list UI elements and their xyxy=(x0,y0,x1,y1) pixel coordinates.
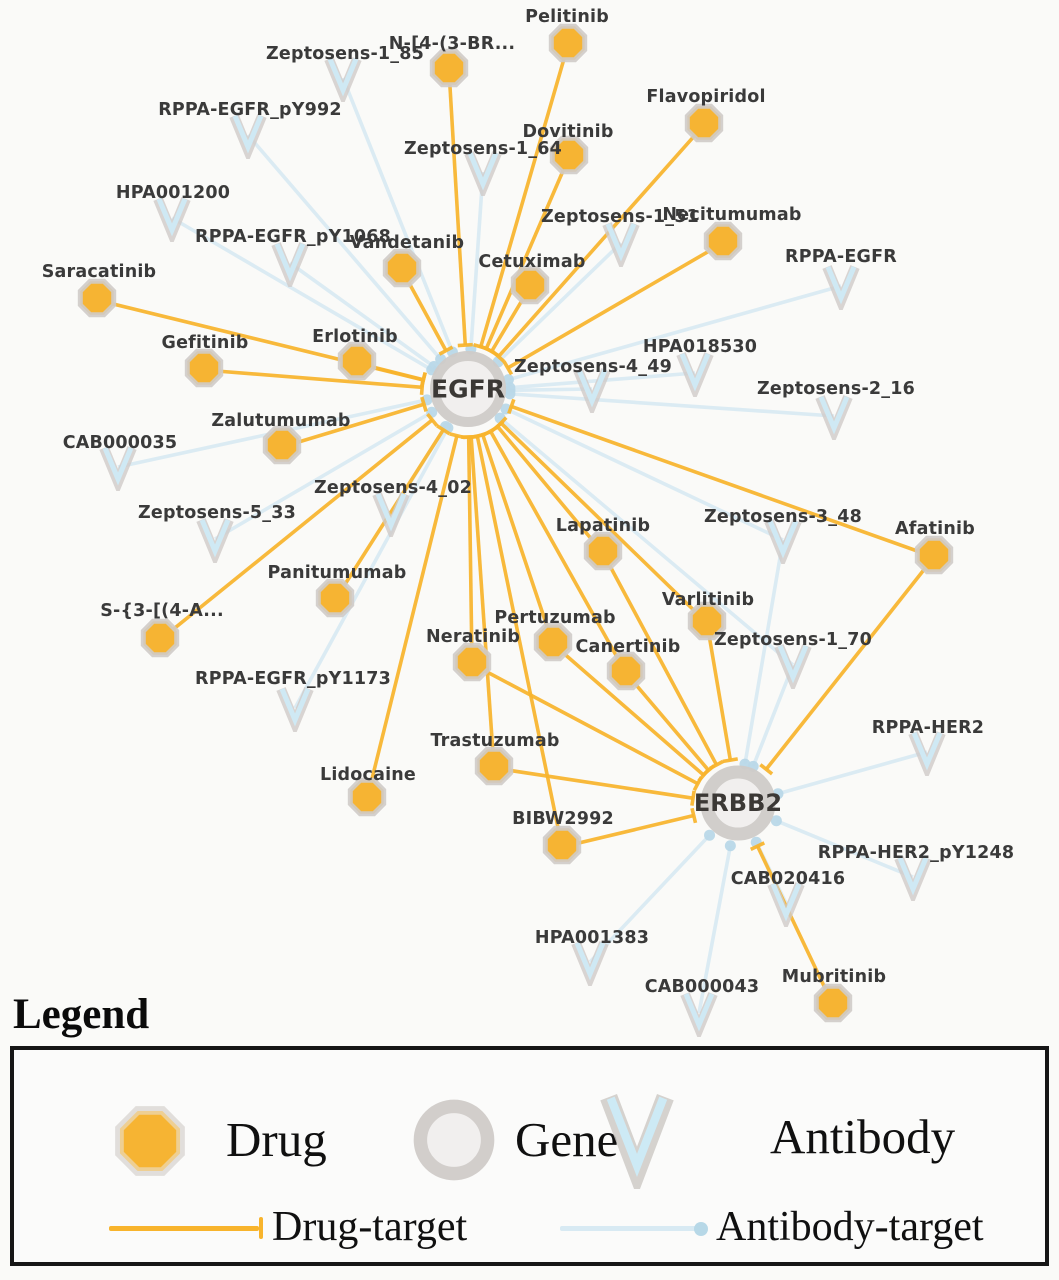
drug-legend-label: Drug xyxy=(226,1112,327,1168)
drug-node-trastuzumab[interactable] xyxy=(471,743,517,793)
drug-node-zalutumumab[interactable] xyxy=(259,422,305,472)
drug-label-canertinib: Canertinib xyxy=(575,637,681,657)
antibody-chevron-inner xyxy=(828,267,854,298)
antibody-label-zeptosens-4-49: Zeptosens-4_49 xyxy=(514,357,672,377)
antibody-target-legend-label: Antibody-target xyxy=(716,1204,984,1251)
antibody-chevron-inner xyxy=(277,244,303,275)
antibody-label-rppa-egfr-py992: RPPA-EGFR_pY992 xyxy=(158,100,342,120)
antibody-node-rppa-her2[interactable] xyxy=(905,724,949,780)
antibody-node-hpa001383[interactable] xyxy=(568,934,612,990)
antibody-node-cab000035[interactable] xyxy=(96,439,140,495)
antibody-label-rppa-her2-py1248: RPPA-HER2_pY1248 xyxy=(817,843,1015,863)
antibody-chevron-inner xyxy=(608,224,634,255)
antibody-node-zeptosens-2-16[interactable] xyxy=(812,388,856,444)
drug-node-vandetanib[interactable] xyxy=(379,245,425,295)
drug-octagon-icon xyxy=(706,224,739,257)
antibody-node-rppa-her2-py1248[interactable] xyxy=(891,849,935,905)
antibody-node-zeptosens-1-64[interactable] xyxy=(461,144,505,200)
antibody-chevron-inner xyxy=(202,520,228,551)
drug-octagon-icon xyxy=(385,251,418,284)
antibody-label-cab000043: CAB000043 xyxy=(644,977,760,997)
drug-octagon-icon xyxy=(917,538,950,571)
drug-octagon-icon xyxy=(477,749,510,782)
antibody-target-legend-line xyxy=(560,1226,700,1231)
antibody-chevron-inner xyxy=(821,397,847,428)
drug-octagon-icon xyxy=(816,986,849,1019)
antibody-label-rppa-egfr-py1068: RPPA-EGFR_pY1068 xyxy=(195,227,391,247)
gene-label-egfr: EGFR xyxy=(431,374,505,404)
drug-node-panitumumab[interactable] xyxy=(312,575,358,625)
drug-node-canertinib[interactable] xyxy=(603,648,649,698)
drug-target-legend-tee xyxy=(259,1217,263,1239)
drug-node-saracatinib[interactable] xyxy=(74,275,120,325)
antibody-target-edge xyxy=(510,394,834,416)
antibody-label-hpa001383: HPA001383 xyxy=(534,928,650,948)
drug-target-edge xyxy=(501,423,707,623)
drug-label-lidocaine: Lidocaine xyxy=(319,765,417,785)
drug-label-lapatinib: Lapatinib xyxy=(555,516,651,536)
antibody-chevron-inner xyxy=(900,858,926,889)
drug-octagon-icon xyxy=(455,645,488,678)
antibody-chevron-inner xyxy=(579,370,605,401)
antibody-chevron-inner xyxy=(470,153,496,184)
drug-target-edge xyxy=(483,435,553,644)
gene-legend-label: Gene xyxy=(515,1112,619,1168)
drug-octagon-icon xyxy=(552,138,585,171)
drug-label-zalutumumab: Zalutumumab xyxy=(211,411,351,431)
antibody-node-rppa-egfr-py1068[interactable] xyxy=(268,235,312,291)
drug-label-neratinib: Neratinib xyxy=(425,627,521,647)
gene-node-egfr[interactable] xyxy=(421,342,515,440)
drug-octagon-icon xyxy=(545,828,578,861)
drug-label-bibw2992: BIBW2992 xyxy=(512,809,614,829)
drug-octagon-icon xyxy=(432,51,465,84)
antibody-label-cab000035: CAB000035 xyxy=(62,433,178,453)
drug-node-neratinib[interactable] xyxy=(449,639,495,689)
drug-node-mubritinib[interactable] xyxy=(810,980,856,1030)
antibody-label-rppa-egfr-py1173: RPPA-EGFR_pY1173 xyxy=(195,669,391,689)
drug-octagon-icon xyxy=(187,351,220,384)
antibody-label-zeptosens-5-33: Zeptosens-5_33 xyxy=(138,503,296,523)
antibody-label-zeptosens-1-64: Zeptosens-1_64 xyxy=(404,139,562,159)
drug-octagon-icon xyxy=(513,268,546,301)
drug-label-s-3-4-a: S-{3-[(4-A... xyxy=(100,601,224,621)
antibody-label-rppa-her2: RPPA-HER2 xyxy=(871,718,985,738)
drug-label-cetuximab: Cetuximab xyxy=(478,252,586,272)
drug-label-gefitinib: Gefitinib xyxy=(161,333,249,353)
antibody-chevron-inner xyxy=(378,494,404,525)
antibody-target-edge xyxy=(506,409,783,540)
drug-label-dovitinib: Dovitinib xyxy=(522,122,614,142)
gene-legend-icon xyxy=(406,1092,502,1188)
antibody-label-zeptosens-1-70: Zeptosens-1_70 xyxy=(714,630,872,650)
antibody-node-cab020416[interactable] xyxy=(764,875,808,931)
antibody-node-zeptosens-3-48[interactable] xyxy=(761,512,805,568)
drug-node-flavopiridol[interactable] xyxy=(681,100,727,150)
drug-label-vandetanib: Vandetanib xyxy=(349,233,465,253)
antibody-chevron-inner xyxy=(780,646,806,677)
legend-box xyxy=(10,1046,1049,1266)
drug-label-flavopiridol: Flavopiridol xyxy=(646,87,766,107)
antibody-label-zeptosens-1-51: Zeptosens-1_51 xyxy=(541,207,699,227)
drug-label-pertuzumab: Pertuzumab xyxy=(494,608,616,628)
antibody-label-cab020416: CAB020416 xyxy=(730,869,846,889)
antibody-label-zeptosens-1-85: Zeptosens-1_85 xyxy=(266,44,424,64)
antibody-label-hpa001200: HPA001200 xyxy=(115,183,231,203)
drug-node-cetuximab[interactable] xyxy=(507,262,553,312)
drug-octagon-icon xyxy=(609,654,642,687)
drug-node-pertuzumab[interactable] xyxy=(530,619,576,669)
antibody-chevron-inner xyxy=(770,521,796,552)
drug-target-edge xyxy=(449,70,465,345)
antibody-chevron-inner xyxy=(682,354,708,385)
drug-node-lapatinib[interactable] xyxy=(580,528,626,578)
drug-octagon-icon xyxy=(143,621,176,654)
antibody-label-rppa-egfr: RPPA-EGFR xyxy=(785,247,897,267)
drug-node-bibw2992[interactable] xyxy=(539,822,585,872)
antibody-legend-icon xyxy=(595,1083,679,1189)
drug-label-afatinib: Afatinib xyxy=(895,519,975,539)
drug-node-dovitinib[interactable] xyxy=(546,132,592,182)
drug-label-saracatinib: Saracatinib xyxy=(41,262,157,282)
drug-octagon-icon xyxy=(551,26,584,59)
drug-node-lidocaine[interactable] xyxy=(344,774,390,824)
drug-octagon-icon xyxy=(340,344,373,377)
antibody-target-legend-dot xyxy=(694,1222,708,1236)
drug-label-necitumumab: Necitumumab xyxy=(662,205,802,225)
antibody-node-rppa-egfr-py1173[interactable] xyxy=(273,680,317,736)
antibody-chevron-inner xyxy=(105,448,131,479)
drug-octagon-icon xyxy=(350,780,383,813)
drug-node-pelitinib[interactable] xyxy=(545,20,591,70)
antibody-chevron-inner xyxy=(914,733,940,764)
gene-node-erbb2[interactable] xyxy=(690,755,786,855)
drug-target-legend-line xyxy=(109,1226,259,1231)
drug-octagon-icon xyxy=(690,604,723,637)
antibody-node-zeptosens-1-85[interactable] xyxy=(321,50,365,106)
drug-octagon-icon xyxy=(265,428,298,461)
drug-target-edge xyxy=(469,437,472,664)
antibody-chevron-inner xyxy=(773,884,799,915)
drug-node-necitumumab[interactable] xyxy=(700,218,746,268)
antibody-legend-label: Antibody xyxy=(770,1109,956,1165)
antibody-label-zeptosens-2-16: Zeptosens-2_16 xyxy=(757,379,915,399)
drug-octagon-icon xyxy=(536,625,569,658)
drug-node-afatinib[interactable] xyxy=(911,532,957,582)
drug-target-edge xyxy=(494,768,693,798)
drug-label-mubritinib: Mubritinib xyxy=(781,967,887,987)
drug-label-panitumumab: Panitumumab xyxy=(267,563,407,583)
drug-label-varlitinib: Varlitinib xyxy=(661,590,755,610)
drug-octagon-icon xyxy=(80,281,113,314)
antibody-chevron-inner xyxy=(577,943,603,974)
drug-label-n-4-3-br: N-[4-(3-BR... xyxy=(388,34,516,54)
antibody-chevron-inner xyxy=(235,116,261,147)
antibody-label-hpa018530: HPA018530 xyxy=(642,337,758,357)
antibody-node-zeptosens-1-70[interactable] xyxy=(771,637,815,693)
antibody-label-zeptosens-3-48: Zeptosens-3_48 xyxy=(704,507,862,527)
drug-node-s-3-4-a[interactable] xyxy=(137,615,183,665)
drug-label-pelitinib: Pelitinib xyxy=(525,7,609,27)
antibody-chevron-inner xyxy=(282,689,308,720)
drug-target-legend-label: Drug-target xyxy=(272,1204,468,1251)
drug-node-varlitinib[interactable] xyxy=(684,598,730,648)
drug-label-erlotinib: Erlotinib xyxy=(312,327,398,347)
antibody-node-rppa-egfr-py992[interactable] xyxy=(226,107,270,163)
drug-label-trastuzumab: Trastuzumab xyxy=(430,731,560,751)
antibody-node-zeptosens-4-49[interactable] xyxy=(570,361,614,417)
antibody-chevron-inner xyxy=(330,59,356,90)
drug-legend-icon xyxy=(102,1093,198,1189)
drug-octagon-icon xyxy=(586,534,619,567)
gene-label-erbb2: ERBB2 xyxy=(693,789,783,817)
antibody-chevron-inner xyxy=(686,994,712,1025)
antibody-label-zeptosens-4-02: Zeptosens-4_02 xyxy=(314,478,472,498)
antibody-chevron-inner xyxy=(159,199,185,230)
antibody-node-hpa018530[interactable] xyxy=(673,345,717,401)
legend-title: Legend xyxy=(13,991,150,1038)
drug-octagon-icon xyxy=(687,106,720,139)
drug-node-erlotinib[interactable] xyxy=(334,338,380,388)
drug-target-edge xyxy=(471,437,494,768)
antibody-node-zeptosens-4-02[interactable] xyxy=(369,485,413,541)
drug-node-n-4-3-br[interactable] xyxy=(426,45,472,95)
antibody-node-rppa-egfr[interactable] xyxy=(819,258,863,314)
antibody-node-cab000043[interactable] xyxy=(677,985,721,1041)
drug-octagon-icon xyxy=(318,581,351,614)
antibody-node-zeptosens-5-33[interactable] xyxy=(193,511,237,567)
drug-node-gefitinib[interactable] xyxy=(181,345,227,395)
antibody-node-hpa001200[interactable] xyxy=(150,190,194,246)
antibody-node-zeptosens-1-51[interactable] xyxy=(599,215,643,271)
